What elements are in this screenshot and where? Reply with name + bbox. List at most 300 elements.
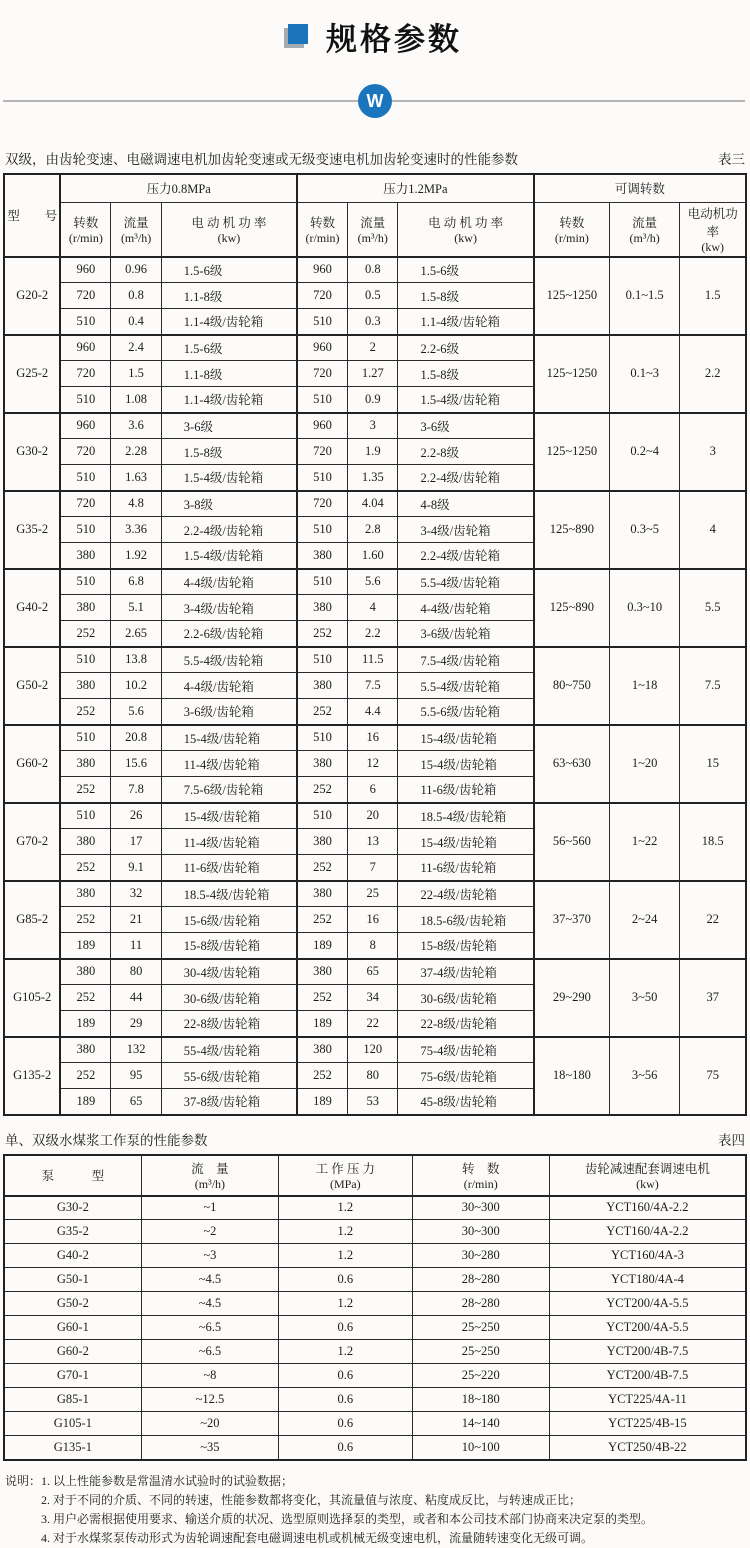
page-header (3, 14, 747, 58)
adjustable-range-cell: 3~56 (609, 1037, 679, 1115)
table-cell: 26 (111, 803, 161, 829)
table-cell: 5.6 (111, 699, 161, 725)
table4-header (4, 1155, 746, 1196)
table-row (4, 174, 746, 202)
table-cell: 15.6 (111, 751, 161, 777)
table-cell: 252 (297, 777, 347, 803)
adjustable-range-cell: 2~24 (609, 881, 679, 959)
table-cell: 1.5-4级/齿轮箱 (161, 465, 297, 491)
adjustable-range-cell: 2.2 (680, 335, 746, 413)
catalog-page (0, 14, 750, 1548)
table-cell: 30-6级/齿轮箱 (398, 985, 534, 1011)
table3-tag: 表三 (718, 152, 745, 167)
adjustable-range-cell: 7.5 (680, 647, 746, 725)
header-unit: (m³/h) (629, 230, 660, 245)
table-cell: 720 (60, 439, 110, 465)
column-header-speed (297, 202, 347, 257)
adjustable-range-cell: 0.3~5 (609, 491, 679, 569)
adjustable-range-cell: 125~1250 (534, 335, 610, 413)
table-cell: 55-6级/齿轮箱 (161, 1063, 297, 1089)
adjustable-range-cell: 4 (680, 491, 746, 569)
table-cell: 0.6 (279, 1268, 413, 1292)
column-header-flow (609, 202, 679, 257)
table-cell: 380 (60, 829, 110, 855)
table-cell: 7.5-6级/齿轮箱 (161, 777, 297, 803)
model-cell: G60-2 (4, 1340, 141, 1364)
table-cell: 960 (60, 335, 110, 361)
table-cell: 510 (297, 803, 347, 829)
table-cell: 65 (348, 959, 398, 985)
table-cell: 20.8 (111, 725, 161, 751)
adjustable-range-cell: 18.5 (680, 803, 746, 881)
table-cell: 18~180 (412, 1388, 549, 1412)
table-cell: 25 (348, 881, 398, 907)
note-item: 1. 以上性能参数是常温清水试验时的试验数据； (41, 1473, 294, 1488)
model-cell: G60-2 (4, 725, 60, 803)
table-cell: 1.9 (348, 439, 398, 465)
table-cell: 380 (297, 751, 347, 777)
table-cell: 380 (60, 881, 110, 907)
table-cell: 510 (297, 569, 347, 595)
table-cell: 10~100 (412, 1436, 549, 1460)
table-cell: 0.6 (279, 1412, 413, 1436)
table-cell: 0.5 (348, 283, 398, 309)
table-cell: 1.60 (348, 543, 398, 569)
table-cell: YCT225/4B-15 (549, 1412, 746, 1436)
adjustable-range-cell: 37 (680, 959, 746, 1037)
table-cell: YCT200/4B-7.5 (549, 1364, 746, 1388)
table-cell: 11-4级/齿轮箱 (161, 751, 297, 777)
table-cell: YCT200/4A-5.5 (549, 1292, 746, 1316)
column-header-pressure-12: 压力1.2MPa (297, 174, 534, 202)
table-cell: 22-4级/齿轮箱 (398, 881, 534, 907)
table-cell: 1.5-4级/齿轮箱 (398, 387, 534, 413)
table-cell: 15-8级/齿轮箱 (161, 933, 297, 959)
table-row (4, 1155, 746, 1196)
header-label: 流 量 (191, 1161, 229, 1176)
table-cell: 4.4 (348, 699, 398, 725)
adjustable-range-cell: 0.1~1.5 (609, 257, 679, 335)
table-cell: 510 (60, 569, 110, 595)
adjustable-range-cell: 1~20 (609, 725, 679, 803)
table-cell: 252 (60, 621, 110, 647)
column-header-adjustable-speed: 可调转数 (534, 174, 746, 202)
page-title: 规格参数 (326, 22, 462, 57)
table-cell: 380 (60, 543, 110, 569)
table-cell: 15-8级/齿轮箱 (398, 933, 534, 959)
table-cell: 252 (60, 985, 110, 1011)
adjustable-range-cell: 125~1250 (534, 413, 610, 491)
column-header-gear-motor (549, 1155, 746, 1196)
table-cell: 4-4级/齿轮箱 (161, 569, 297, 595)
table-cell: 20 (348, 803, 398, 829)
dual-stage-performance-table (3, 173, 747, 1116)
table-cell: 720 (297, 439, 347, 465)
table-cell: YCT160/4A-2.2 (549, 1196, 746, 1220)
model-cell: G25-2 (4, 335, 60, 413)
adjustable-range-cell: 1~18 (609, 647, 679, 725)
table-cell: 22-8级/齿轮箱 (161, 1011, 297, 1037)
adjustable-range-cell: 125~890 (534, 569, 610, 647)
table-cell: ~4.5 (141, 1268, 278, 1292)
table-cell: 14~140 (412, 1412, 549, 1436)
table-cell: 28~280 (412, 1292, 549, 1316)
table-cell: 6.8 (111, 569, 161, 595)
table-row (4, 413, 746, 439)
table-row (4, 647, 746, 673)
table-cell: 2.2-4级/齿轮箱 (398, 465, 534, 491)
table-cell: 29 (111, 1011, 161, 1037)
table-row (4, 1412, 746, 1436)
model-cell: G60-1 (4, 1316, 141, 1340)
adjustable-range-cell: 3 (680, 413, 746, 491)
table-cell: 22 (348, 1011, 398, 1037)
table-cell: 0.9 (348, 387, 398, 413)
table-cell: 960 (297, 257, 347, 283)
table-cell: 4.04 (348, 491, 398, 517)
table-cell: 25~250 (412, 1316, 549, 1340)
table-cell: 3-6级/齿轮箱 (161, 699, 297, 725)
table-row (4, 1292, 746, 1316)
column-header-motor-power (161, 202, 297, 257)
table-cell: 7.5 (348, 673, 398, 699)
table-cell: 3-4级/齿轮箱 (398, 517, 534, 543)
table-cell: 720 (60, 361, 110, 387)
table-cell: 55-4级/齿轮箱 (161, 1037, 297, 1063)
header-unit: (kw) (454, 230, 477, 245)
table-cell: 189 (60, 1089, 110, 1115)
table-cell: 75-4级/齿轮箱 (398, 1037, 534, 1063)
table-cell: ~20 (141, 1412, 278, 1436)
table4-tag: 表四 (718, 1132, 745, 1148)
table-cell: 15-6级/齿轮箱 (161, 907, 297, 933)
table-cell: 2 (348, 335, 398, 361)
table-cell: 380 (297, 959, 347, 985)
model-cell: G40-2 (4, 1244, 141, 1268)
table-cell: 510 (60, 517, 110, 543)
table-cell: YCT200/4B-7.5 (549, 1340, 746, 1364)
table-cell: 380 (60, 959, 110, 985)
table-cell: 28~280 (412, 1268, 549, 1292)
table-cell: 22-8级/齿轮箱 (398, 1011, 534, 1037)
table-cell: 2.2 (348, 621, 398, 647)
column-header-pressure-08: 压力0.8MPa (60, 174, 297, 202)
table-cell: 15-4级/齿轮箱 (161, 725, 297, 751)
table-cell: 510 (60, 803, 110, 829)
table-cell: 132 (111, 1037, 161, 1063)
table-cell: 0.96 (111, 257, 161, 283)
header-label: 流量 (360, 215, 386, 230)
model-cell: G70-1 (4, 1364, 141, 1388)
table-cell: 720 (60, 491, 110, 517)
table-cell: YCT160/4A-2.2 (549, 1220, 746, 1244)
header-label: 工 作 压 力 (315, 1161, 375, 1176)
table-cell: 2.2-6级 (398, 335, 534, 361)
note-item: 3. 用户必需根据使用要求、输送介质的状况、选型原则选择泵的类型，或者和本公司技术部门协商来决定泵的类型。 (41, 1511, 654, 1526)
table-cell: 720 (297, 283, 347, 309)
table-cell: 1.5 (111, 361, 161, 387)
table-cell: 15-4级/齿轮箱 (161, 803, 297, 829)
table-cell: 80 (111, 959, 161, 985)
table-cell: ~4.5 (141, 1292, 278, 1316)
model-cell: G20-2 (4, 257, 60, 335)
table-cell: 0.6 (279, 1388, 413, 1412)
adjustable-range-cell: 1~22 (609, 803, 679, 881)
table-cell: 2.65 (111, 621, 161, 647)
table-cell: 380 (297, 673, 347, 699)
header-unit: (r/min) (68, 230, 103, 245)
table-cell: 15-4级/齿轮箱 (398, 725, 534, 751)
table-cell: 510 (297, 465, 347, 491)
table-cell: 510 (297, 725, 347, 751)
table-row (4, 959, 746, 985)
table-cell: 1.08 (111, 387, 161, 413)
header-unit: (r/min) (463, 1176, 498, 1191)
table-cell: 2.2-6级/齿轮箱 (161, 621, 297, 647)
table-cell: 510 (60, 647, 110, 673)
table-cell: 11-6级/齿轮箱 (398, 855, 534, 881)
table-row (4, 881, 746, 907)
header-unit: (MPa) (329, 1176, 361, 1191)
adjustable-range-cell: 125~890 (534, 491, 610, 569)
table-row (4, 335, 746, 361)
table-cell: 1.5-6级 (161, 257, 297, 283)
column-header-speed (60, 202, 110, 257)
table-cell: 18.5-4级/齿轮箱 (161, 881, 297, 907)
table3-header (4, 174, 746, 257)
table-row (4, 1364, 746, 1388)
table-cell: 510 (60, 387, 110, 413)
table-cell: 252 (60, 777, 110, 803)
adjustable-range-cell: 0.1~3 (609, 335, 679, 413)
table-cell: 960 (60, 413, 110, 439)
table-cell: 11 (111, 933, 161, 959)
section-divider (3, 84, 747, 118)
table-cell: 5.5-4级/齿轮箱 (161, 647, 297, 673)
table4-caption-row (5, 1129, 745, 1149)
model-cell: G70-2 (4, 803, 60, 881)
header-unit: (m³/h) (357, 230, 388, 245)
table-cell: 380 (297, 829, 347, 855)
table-cell: 44 (111, 985, 161, 1011)
model-cell: G85-2 (4, 881, 60, 959)
header-unit: (m³/h) (120, 230, 152, 245)
table-cell: 8 (348, 933, 398, 959)
table-cell: 10.2 (111, 673, 161, 699)
table-cell: 720 (297, 361, 347, 387)
column-header-speed (412, 1155, 549, 1196)
table-cell: ~12.5 (141, 1388, 278, 1412)
table-row (4, 1244, 746, 1268)
table-cell: 380 (297, 543, 347, 569)
header-label: 电 动 机 功 率 (191, 215, 267, 230)
column-header-model: 型 号 (4, 174, 60, 257)
table-cell: 1.2 (279, 1220, 413, 1244)
table-cell: 13.8 (111, 647, 161, 673)
table-cell: 5.1 (111, 595, 161, 621)
adjustable-range-cell: 75 (680, 1037, 746, 1115)
table-cell: 11-6级/齿轮箱 (161, 855, 297, 881)
table-cell: 189 (60, 1011, 110, 1037)
table-cell: 380 (297, 1037, 347, 1063)
table-cell: 4-8级 (398, 491, 534, 517)
table-cell: 30~280 (412, 1244, 549, 1268)
table-cell: 0.8 (111, 283, 161, 309)
table-cell: 252 (60, 907, 110, 933)
table-cell: 189 (60, 933, 110, 959)
table-cell: 1.1-8级 (161, 361, 297, 387)
table-cell: 252 (297, 699, 347, 725)
table-cell: 12 (348, 751, 398, 777)
table-cell: 252 (297, 1063, 347, 1089)
table-cell: 120 (348, 1037, 398, 1063)
adjustable-range-cell: 56~560 (534, 803, 610, 881)
table-cell: 15-4级/齿轮箱 (398, 751, 534, 777)
table-cell: 380 (60, 595, 110, 621)
table-cell: YCT250/4B-22 (549, 1436, 746, 1460)
header-label: 流量 (632, 215, 658, 230)
note-item: 4. 对于水煤浆泵传动形式为齿轮调速配套电磁调速电机或机械无级变速电机，流量随转速变化无级可调。 (41, 1530, 594, 1545)
table-cell: 4-4级/齿轮箱 (161, 673, 297, 699)
table-cell: 1.5-6级 (398, 257, 534, 283)
table-cell: 252 (60, 699, 110, 725)
table-cell: 11-6级/齿轮箱 (398, 777, 534, 803)
note-item: 2. 对于不同的介质、不同的转速，性能参数都将变化，其流量值与浓度、粘度成反比，与转速成正比； (41, 1492, 582, 1507)
table-cell: 25~250 (412, 1340, 549, 1364)
table-cell: 11-4级/齿轮箱 (161, 829, 297, 855)
table-cell: 1.5-6级 (161, 335, 297, 361)
table-cell: 510 (60, 465, 110, 491)
table-cell: 380 (60, 1037, 110, 1063)
table-cell: 17 (111, 829, 161, 855)
table-cell: 4 (348, 595, 398, 621)
table-cell: 80 (348, 1063, 398, 1089)
table-cell: 95 (111, 1063, 161, 1089)
table-row (4, 1268, 746, 1292)
table-cell: 5.5-4级/齿轮箱 (398, 569, 534, 595)
table-cell: ~1 (141, 1196, 278, 1220)
table-cell: 1.92 (111, 543, 161, 569)
table-row (4, 1196, 746, 1220)
model-cell: G105-2 (4, 959, 60, 1037)
table4-caption: 单、双级水煤浆工作泵的性能参数 (5, 1132, 208, 1148)
table-cell: 510 (297, 517, 347, 543)
column-header-flow (141, 1155, 278, 1196)
table-cell: 18.5-4级/齿轮箱 (398, 803, 534, 829)
table3-caption-row (5, 148, 745, 168)
header-label: 电 动 机 功 率 (428, 215, 504, 230)
table-cell: 3-8级 (161, 491, 297, 517)
table-cell: 21 (111, 907, 161, 933)
header-label: 转数 (310, 215, 336, 230)
header-label: 转 数 (461, 1161, 500, 1176)
table-cell: 6 (348, 777, 398, 803)
table-cell: 13 (348, 829, 398, 855)
table-cell: 252 (60, 1063, 110, 1089)
adjustable-range-cell: 37~370 (534, 881, 610, 959)
table-row (4, 569, 746, 595)
table-cell: 510 (297, 387, 347, 413)
table-cell: 1.63 (111, 465, 161, 491)
table-row (4, 257, 746, 283)
table-cell: 3-6级 (161, 413, 297, 439)
table-cell: 1.1-8级 (161, 283, 297, 309)
table3-body (4, 257, 746, 1115)
table-cell: 3-4级/齿轮箱 (161, 595, 297, 621)
table-cell: 16 (348, 725, 398, 751)
header-label: 转数 (73, 215, 99, 230)
header-unit: (kw) (217, 230, 241, 245)
table-cell: 2.2-4级/齿轮箱 (161, 517, 297, 543)
adjustable-range-cell: 29~290 (534, 959, 610, 1037)
table-cell: 2.2-8级 (398, 439, 534, 465)
table-cell: 2.2-4级/齿轮箱 (398, 543, 534, 569)
table-cell: 7 (348, 855, 398, 881)
table-cell: 0.6 (279, 1364, 413, 1388)
table-cell: 25~220 (412, 1364, 549, 1388)
table-cell: 252 (297, 855, 347, 881)
table-cell: 720 (60, 283, 110, 309)
column-header-flow (111, 202, 161, 257)
table-cell: ~6.5 (141, 1316, 278, 1340)
model-cell: G30-2 (4, 413, 60, 491)
column-header-working-pressure (279, 1155, 413, 1196)
model-cell: G85-1 (4, 1388, 141, 1412)
table-cell: 32 (111, 881, 161, 907)
table-cell: 2.8 (348, 517, 398, 543)
model-cell: G35-2 (4, 491, 60, 569)
adjustable-range-cell: 5.5 (680, 569, 746, 647)
table-cell: 37-8级/齿轮箱 (161, 1089, 297, 1115)
table-cell: 15-4级/齿轮箱 (398, 829, 534, 855)
header-unit: (r/min) (554, 230, 589, 245)
table-cell: 1.1-4级/齿轮箱 (161, 309, 297, 335)
model-cell: G30-2 (4, 1196, 141, 1220)
table-cell: 380 (297, 595, 347, 621)
table-cell: 252 (60, 855, 110, 881)
table-row (4, 491, 746, 517)
model-cell: G105-1 (4, 1412, 141, 1436)
model-cell: G135-1 (4, 1436, 141, 1460)
adjustable-range-cell: 3~50 (609, 959, 679, 1037)
table-cell: 16 (348, 907, 398, 933)
table-cell: 189 (297, 1089, 347, 1115)
column-header-motor-power (398, 202, 534, 257)
w-logo-icon: W (358, 84, 392, 118)
table-cell: 510 (60, 309, 110, 335)
table-cell: 1.1-4级/齿轮箱 (161, 387, 297, 413)
table-cell: 960 (60, 257, 110, 283)
table-cell: ~35 (141, 1436, 278, 1460)
table-cell: 30~300 (412, 1220, 549, 1244)
model-cell: G50-1 (4, 1268, 141, 1292)
header-unit: (r/min) (305, 230, 340, 245)
adjustable-range-cell: 15 (680, 725, 746, 803)
table-cell: 380 (60, 751, 110, 777)
table-cell: YCT160/4A-3 (549, 1244, 746, 1268)
table-cell: 7.5-4级/齿轮箱 (398, 647, 534, 673)
adjustable-range-cell: 22 (680, 881, 746, 959)
table-cell: 5.6 (348, 569, 398, 595)
table-cell: 1.2 (279, 1244, 413, 1268)
table-cell: 3.6 (111, 413, 161, 439)
table-cell: 1.27 (348, 361, 398, 387)
table-cell: 960 (297, 413, 347, 439)
table-cell: 380 (60, 673, 110, 699)
table-cell: YCT180/4A-4 (549, 1268, 746, 1292)
table-cell: 34 (348, 985, 398, 1011)
table-cell: 189 (297, 933, 347, 959)
